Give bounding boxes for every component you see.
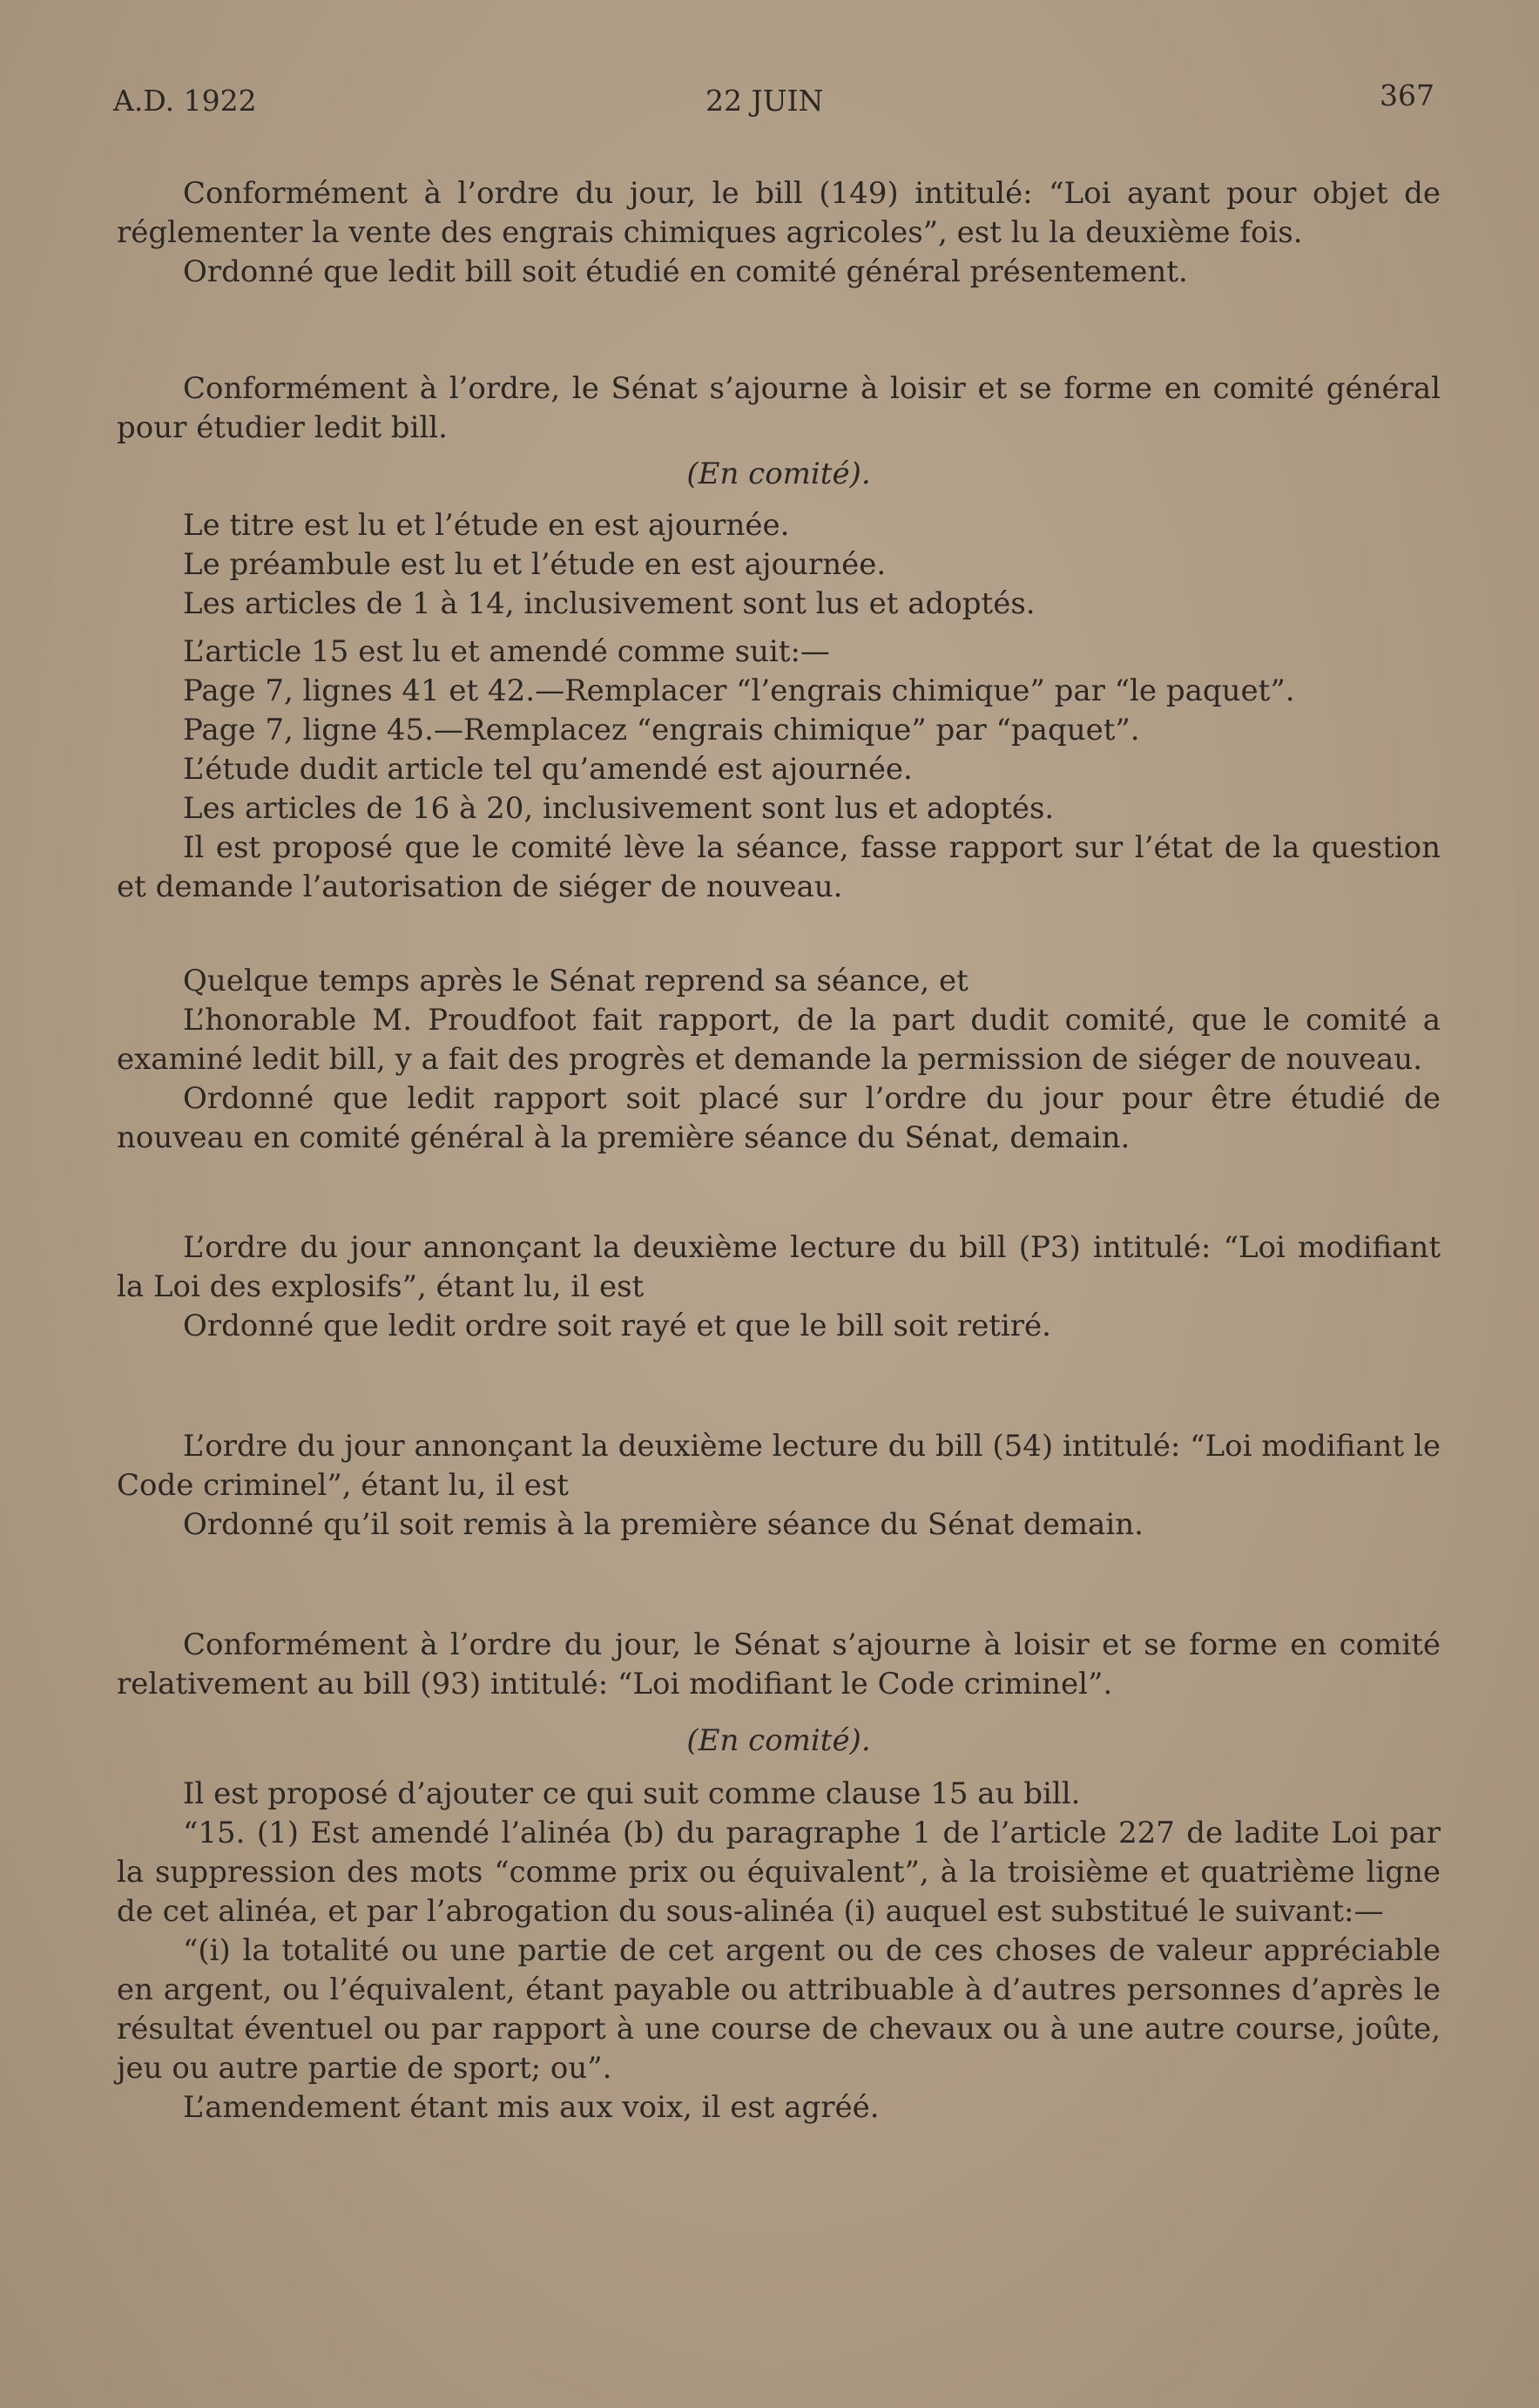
section-bill-p3-withdrawn xyxy=(117,1228,1441,1346)
paragraph: Les articles de 1 à 14, inclusivement sont lus et adoptés. xyxy=(183,586,1036,621)
paragraph: Ordonné que ledit ordre soit rayé et que le bill soit retiré. xyxy=(183,1309,1051,1343)
paragraph: Ordonné que ledit bill soit étudié en comité général présentement. xyxy=(183,254,1188,289)
section-bill-149-second-reading xyxy=(117,174,1441,292)
amendment-subclause-i: “(i) la totalité ou une partie de cet argent ou de ces choses de valeur appréciable en argent, ou l’équivalent, étant payable ou attribuable à d’autres personnes d’après le résultat éventuel ou par rapport à une course de chevaux ou à une autre course, joûte, jeu ou autre partie de sport; ou”. xyxy=(117,1933,1441,2086)
committee-heading: (En comité). xyxy=(686,1723,871,1758)
paragraph: Quelque temps après le Sénat reprend sa séance, et xyxy=(183,964,969,998)
paragraph: Conformément à l’ordre du jour, le bill (149) intitulé: “Loi ayant pour objet de réglementer la vente des engrais chimiques agricoles”, est lu la deuxième fois. xyxy=(117,176,1441,250)
section-committee-report xyxy=(117,962,1441,1158)
header-year: A.D. 1922 xyxy=(113,84,257,118)
paragraph: L’ordre du jour annonçant la deuxième lecture du bill (54) intitulé: “Loi modifiant le Code criminel”, étant lu, il est xyxy=(117,1429,1441,1503)
paragraph: Il est proposé que le comité lève la séance, fasse rapport sur l’état de la question et demande l’autorisation de siéger de nouveau. xyxy=(117,830,1441,904)
header-date: 22 JUIN xyxy=(705,84,824,118)
paragraph: Le titre est lu et l’étude en est ajournée. xyxy=(183,508,790,543)
paragraph: L’honorable M. Proudfoot fait rapport, de la part dudit comité, que le comité a examiné ledit bill, y a fait des progrès et demande la permission de siéger de nouveau. xyxy=(117,1003,1441,1077)
paragraph: Les articles de 16 à 20, inclusivement sont lus et adoptés. xyxy=(183,791,1055,826)
paragraph: Ordonné qu’il soit remis à la première séance du Sénat demain. xyxy=(183,1507,1144,1542)
paragraph: Le préambule est lu et l’étude en est ajournée. xyxy=(183,547,887,582)
paragraph: L’ordre du jour annonçant la deuxième lecture du bill (P3) intitulé: “Loi modifiant la Loi des explosifs”, étant lu, il est xyxy=(117,1230,1441,1304)
page-header xyxy=(113,78,1434,127)
paragraph: Conformément à l’ordre, le Sénat s’ajourne à loisir et se forme en comité général pour étudier ledit bill. xyxy=(117,371,1441,445)
paragraph: Page 7, ligne 45.—Remplacez “engrais chimique” par “paquet”. xyxy=(183,713,1140,747)
section-committee-bill-93 xyxy=(117,1626,1441,2127)
paragraph: L’amendement étant mis aux voix, il est agréé. xyxy=(183,2090,880,2125)
paragraph: Il est proposé d’ajouter ce qui suit comme clause 15 au bill. xyxy=(183,1776,1081,1811)
paragraph: L’étude dudit article tel qu’amendé est ajournée. xyxy=(183,752,913,787)
paragraph: Page 7, lignes 41 et 42.—Remplacer “l’engrais chimique” par “le paquet”. xyxy=(183,673,1295,708)
section-bill-54-postponed xyxy=(117,1427,1441,1545)
section-committee-bill-149 xyxy=(117,369,1441,907)
committee-heading: (En comité). xyxy=(686,457,871,491)
page-number: 367 xyxy=(1380,78,1434,112)
paragraph: L’article 15 est lu et amendé comme suit:— xyxy=(183,634,830,669)
paragraph: Conformément à l’ordre du jour, le Sénat s’ajourne à loisir et se forme en comité relativement au bill (93) intitulé: “Loi modifiant le Code criminel”. xyxy=(117,1627,1441,1701)
paragraph: Ordonné que ledit rapport soit placé sur l’ordre du jour pour être étudié de nouveau en comité général à la première séance du Sénat, demain. xyxy=(117,1081,1441,1155)
amendment-clause-15: “15. (1) Est amendé l’alinéa (b) du paragraphe 1 de l’article 227 de ladite Loi par la suppression des mots “comme prix ou équivalent”, à la troisième et quatrième ligne de cet alinéa, et par l’abrogation du sous-alinéa (i) auquel est substitué le suivant:— xyxy=(117,1816,1441,1929)
